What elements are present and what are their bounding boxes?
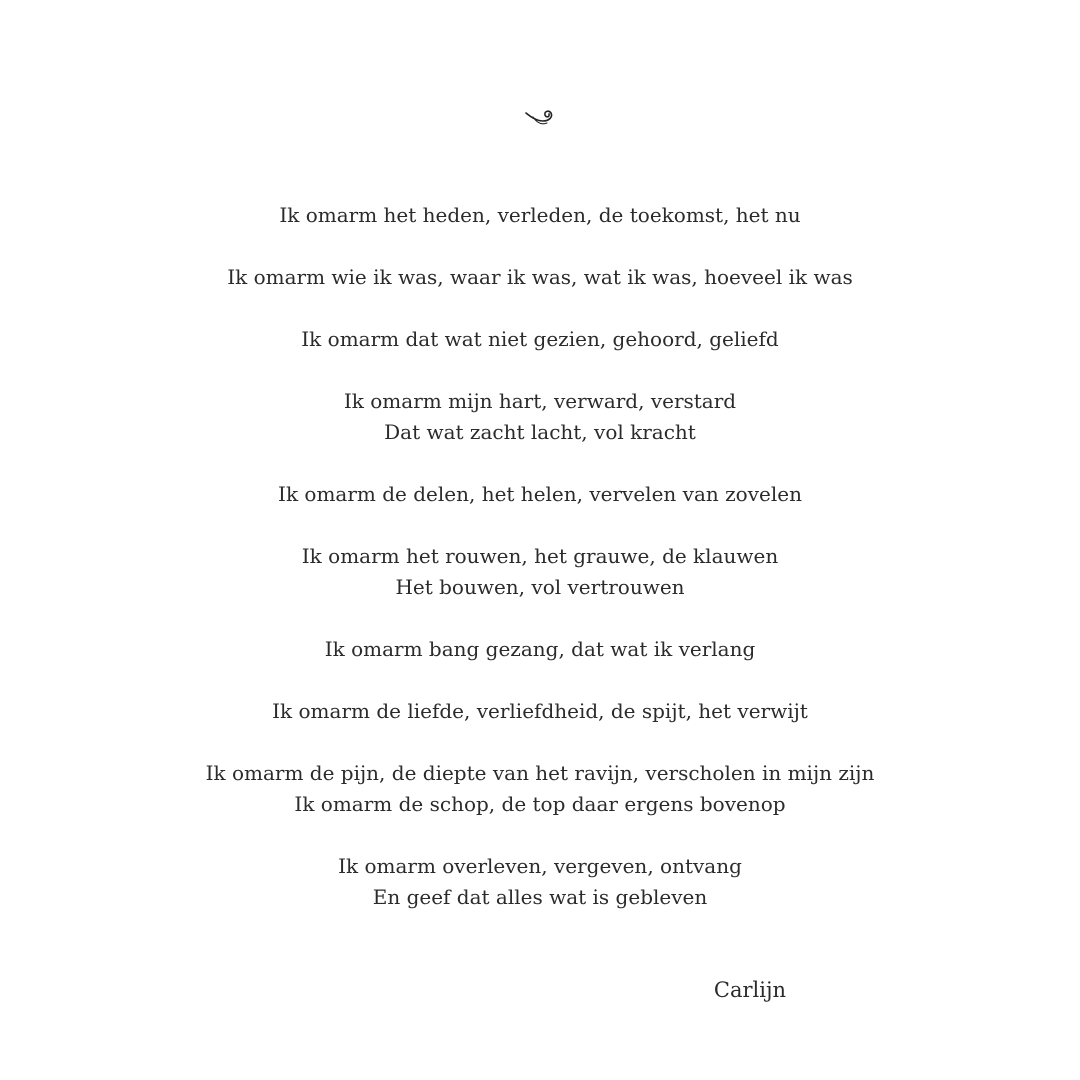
author-signature: Carlijn <box>713 978 786 1002</box>
poem-line: Ik omarm het rouwen, het grauwe, de klauwen <box>301 544 779 568</box>
stanza <box>0 479 1080 510</box>
poem-line: Ik omarm mijn hart, verward, verstard <box>343 389 737 413</box>
poem-line: Ik omarm dat wat niet gezien, gehoord, geliefd <box>301 327 779 351</box>
stanza <box>0 386 1080 448</box>
stanza <box>0 696 1080 727</box>
poem-line: Ik omarm de pijn, de diepte van het ravijn, verscholen in mijn zijn <box>205 761 875 785</box>
poem-line: Ik omarm wie ik was, waar ik was, wat ik was, hoeveel ik was <box>227 265 853 289</box>
stanza <box>0 200 1080 231</box>
poem-line: En geef dat alles wat is gebleven <box>372 885 708 909</box>
poem-line: Dat wat zacht lacht, vol kracht <box>384 420 696 444</box>
stanza <box>0 851 1080 913</box>
poem <box>0 200 1080 944</box>
flourish-swirl-icon <box>524 104 556 130</box>
poem-line: Ik omarm het heden, verleden, de toekomst, het nu <box>279 203 801 227</box>
poem-line: Ik omarm de liefde, verliefdheid, de spijt, het verwijt <box>272 699 808 723</box>
stanza <box>0 262 1080 293</box>
poem-line: Ik omarm de delen, het helen, vervelen van zovelen <box>278 482 802 506</box>
poem-line: Ik omarm de schop, de top daar ergens bovenop <box>294 792 786 816</box>
stanza <box>0 758 1080 820</box>
stanza <box>0 324 1080 355</box>
poem-line: Het bouwen, vol vertrouwen <box>395 575 685 599</box>
stanza <box>0 634 1080 665</box>
poem-line: Ik omarm bang gezang, dat wat ik verlang <box>324 637 756 661</box>
poem-line: Ik omarm overleven, vergeven, ontvang <box>338 854 742 878</box>
stanza <box>0 541 1080 603</box>
